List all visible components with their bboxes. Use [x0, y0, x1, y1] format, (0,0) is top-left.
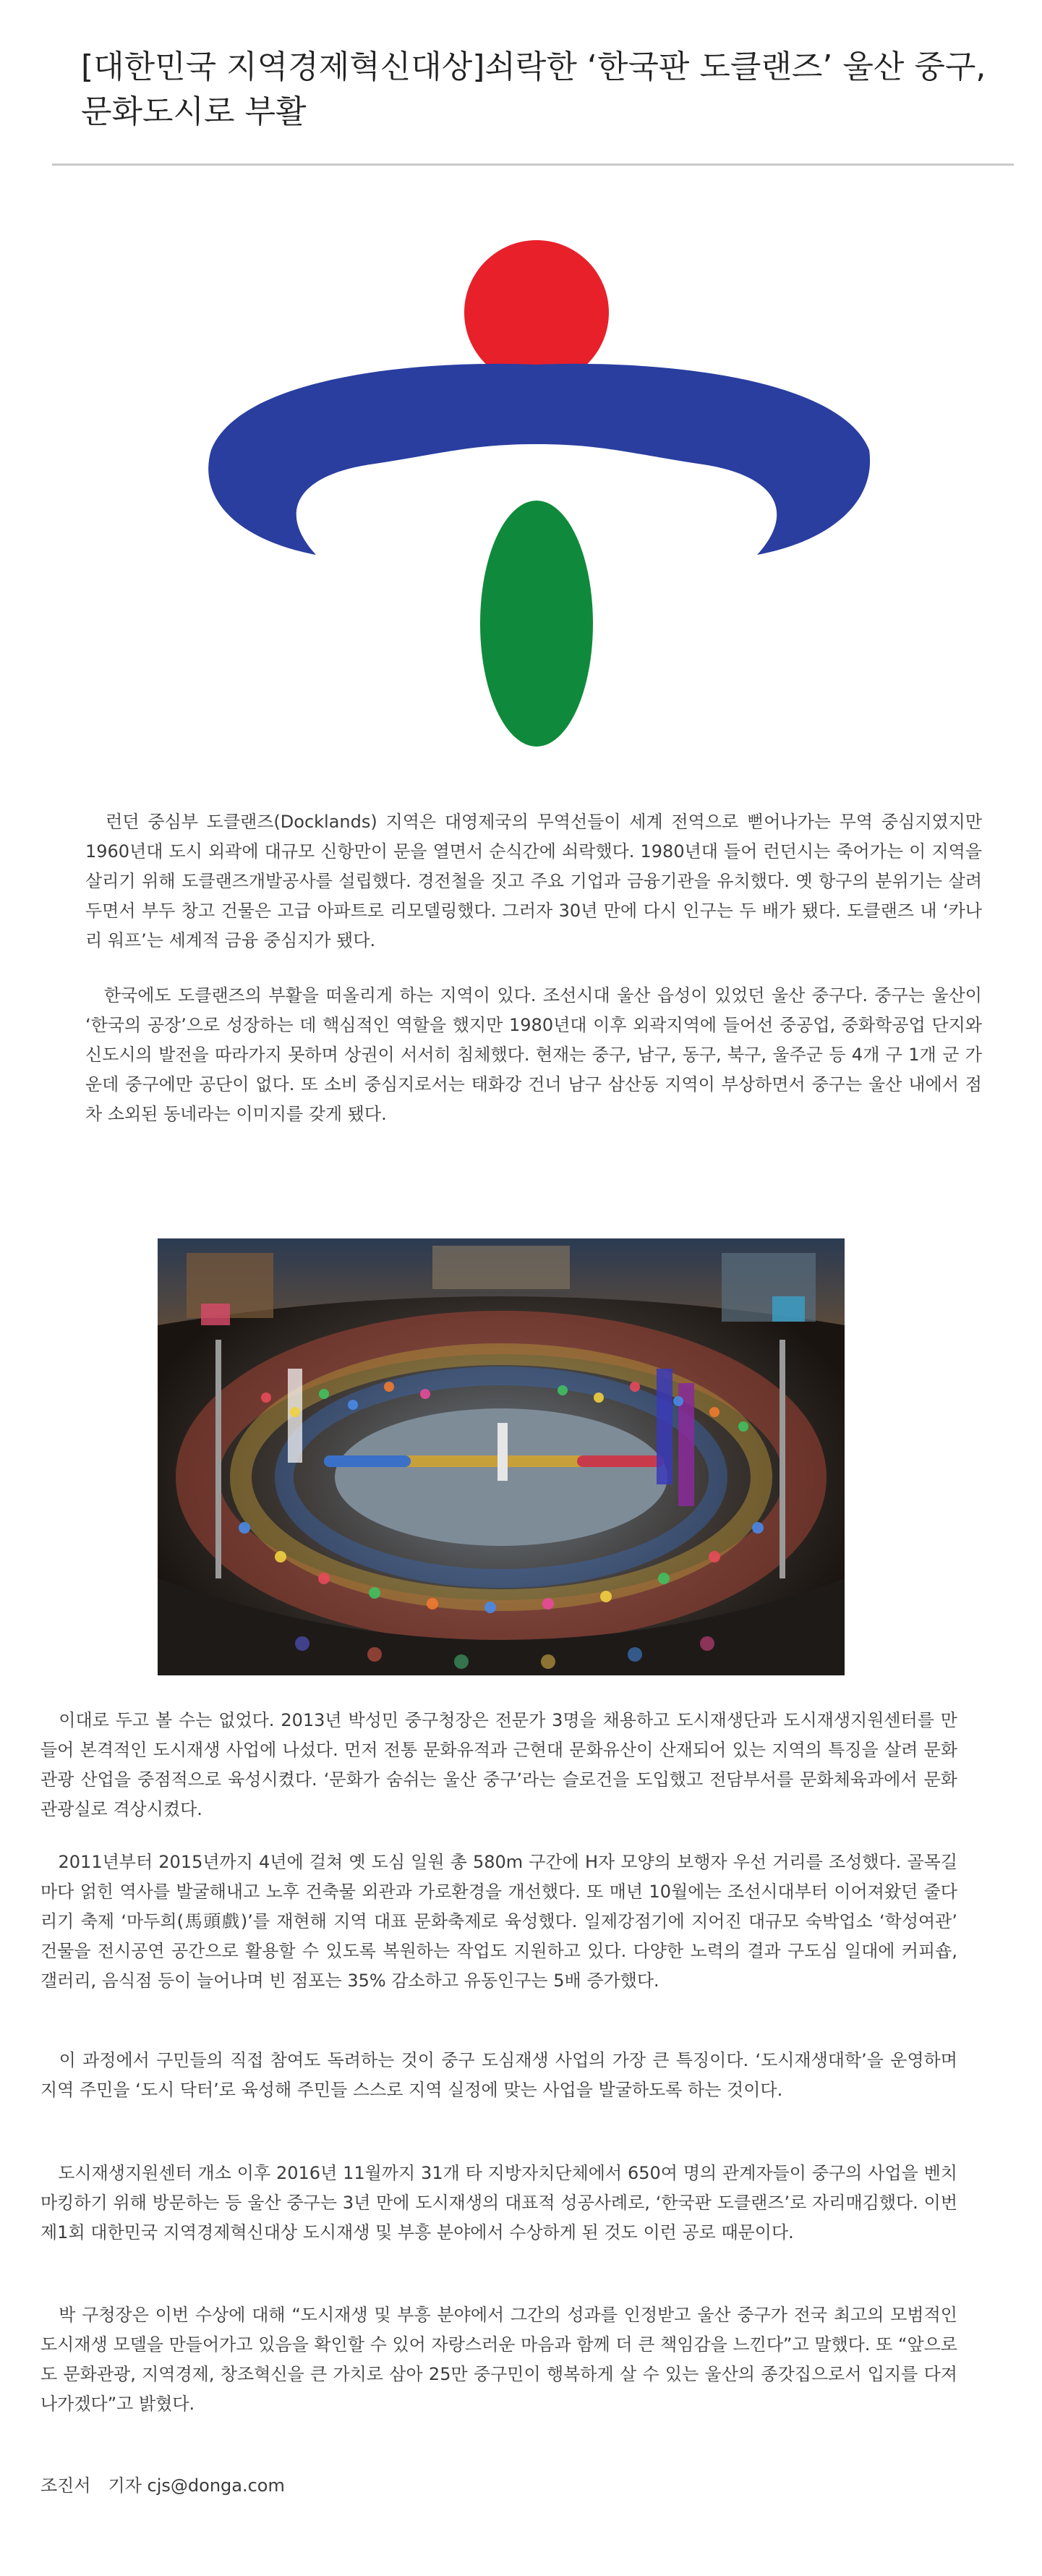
article-title: [대한민국 지역경제혁신대상]쇠락한 ‘한국판 도클랜즈’ 울산 중구, 문화도시로 부활 — [81, 48, 986, 130]
ulsan-junggu-emblem — [197, 233, 879, 768]
title-divider — [52, 163, 1014, 166]
article-paragraph: 이대로 두고 볼 수는 없었다. 2013년 박성민 중구청장은 전문가 3명을 채용하고 도시재생단과 도시재생지원센터를 만들어 본격적인 도시재생 사업에 나섰다. 먼저 전통 문화유적과 근현대 문화유산이 산재되어 있는 지역의 특징을 살려 문화관광 산업을 중점적으로 육성시켰다. ‘문화가 숨쉬는 울산 중구’라는 슬로건을 도입했고 전담부서를 문화체육과에서 문화관광실로 격상시켰다. — [40, 1710, 957, 1819]
emblem-icon — [197, 233, 879, 768]
article-paragraph: 도시재생지원센터 개소 이후 2016년 11월까지 31개 타 지방자치단체에서 650여 명의 관계자들이 중구의 사업을 벤치마킹하기 위해 방문하는 등 울산 중구는 3년 만에 도시재생의 대표적 성공사례로, ‘한국판 도클랜즈’로 자리매김했다. 이번 제1회 대한민국 지역경제혁신대상 도시재생 및 부흥 분야에서 수상하게 된 것도 이런 공로 때문이다. — [40, 2163, 957, 2243]
festival-photo-image — [158, 1238, 845, 1675]
article-paragraph: 2011년부터 2015년까지 4년에 걸쳐 옛 도심 일원 총 580m 구간에 H자 모양의 보행자 우선 거리를 조성했다. 골목길마다 얽힌 역사를 발굴해내고 노후 건축물 외관과 가로환경을 개선했다. 또 매년 10월에는 조선시대부터 이어져왔던 줄다리기 축제 ‘마두희(馬頭戲)’를 재현해 지역 대표 문화축제로 육성했다. 일제강점기에 지어진 대규모 숙박업소 ‘학성여관’ 건물을 전시공연 공간으로 활용할 수 있도록 복원하는 작업도 지원하고 있다. 다양한 노력의 결과 구도심 일대에 커피숍, 갤러리, 음식점 등이 늘어나며 빈 점포는 35% 감소하고 유동인구는 5배 증가했다. — [40, 1852, 957, 1991]
festival-photo — [158, 1238, 845, 1675]
article-paragraph: 한국에도 도클랜즈의 부활을 떠올리게 하는 지역이 있다. 조선시대 울산 읍성이 있었던 울산 중구다. 중구는 울산이 ‘한국의 공장’으로 성장하는 데 핵심적인 역할을 했지만 1980년대 이후 외곽지역에 들어선 중공업, 중화학공업 단지와 신도시의 발전을 따라가지 못하며 상권이 서서히 침체했다. 현재는 중구, 남구, 동구, 북구, 울주군 등 4개 구 1개 군 가운데 중구에만 공단이 없다. 또 소비 중심지로서는 태화강 건너 남구 삼산동 지역이 부상하면서 중구는 울산 내에서 점차 소외된 동네라는 이미지를 갖게 됐다. — [85, 985, 982, 1124]
emblem-green-ellipse — [480, 501, 593, 747]
article-paragraph: 박 구청장은 이번 수상에 대해 “도시재생 및 부흥 분야에서 그간의 성과를 인정받고 울산 중구가 전국 최고의 모범적인 도시재생 모델을 만들어가고 있음을 확인할 수 있어 자랑스러운 마음과 함께 더 큰 책임감을 느낀다”고 말했다. 또 “앞으로도 문화관광, 지역경제, 창조혁신을 큰 가치로 삼아 25만 중구민이 행복하게 살 수 있는 울산의 종갓집으로서 입지를 다져나가겠다”고 밝혔다. — [40, 2305, 957, 2414]
article-paragraph: 런던 중심부 도클랜즈(Docklands) 지역은 대영제국의 무역선들이 세계 전역으로 뻗어나가는 무역 중심지였지만 1960년대 도시 외곽에 대규모 신항만이 문을 열면서 순식간에 쇠락했다. 1980년대 들어 런던시는 죽어가는 이 지역을 살리기 위해 도클랜즈개발공사를 설립했다. 경전철을 짓고 주요 기업과 금융기관을 유치했다. 옛 항구의 분위기는 살려두면서 부두 창고 건물은 고급 아파트로 리모델링했다. 그러자 30년 만에 다시 인구는 두 배가 됐다. 도클랜즈 내 ‘카나리 워프’는 세계적 금융 중심지가 됐다. — [85, 812, 982, 951]
author-byline: 조진서 기자 cjs@donga.com — [40, 2475, 285, 2496]
emblem-red-circle — [464, 240, 609, 385]
article-paragraph: 이 과정에서 구민들의 직접 참여도 독려하는 것이 중구 도심재생 사업의 가장 큰 특징이다. ‘도시재생대학’을 운영하며 지역 주민을 ‘도시 닥터’로 육성해 주민들 스스로 지역 실정에 맞는 사업을 발굴하도록 하는 것이다. — [40, 2050, 957, 2100]
